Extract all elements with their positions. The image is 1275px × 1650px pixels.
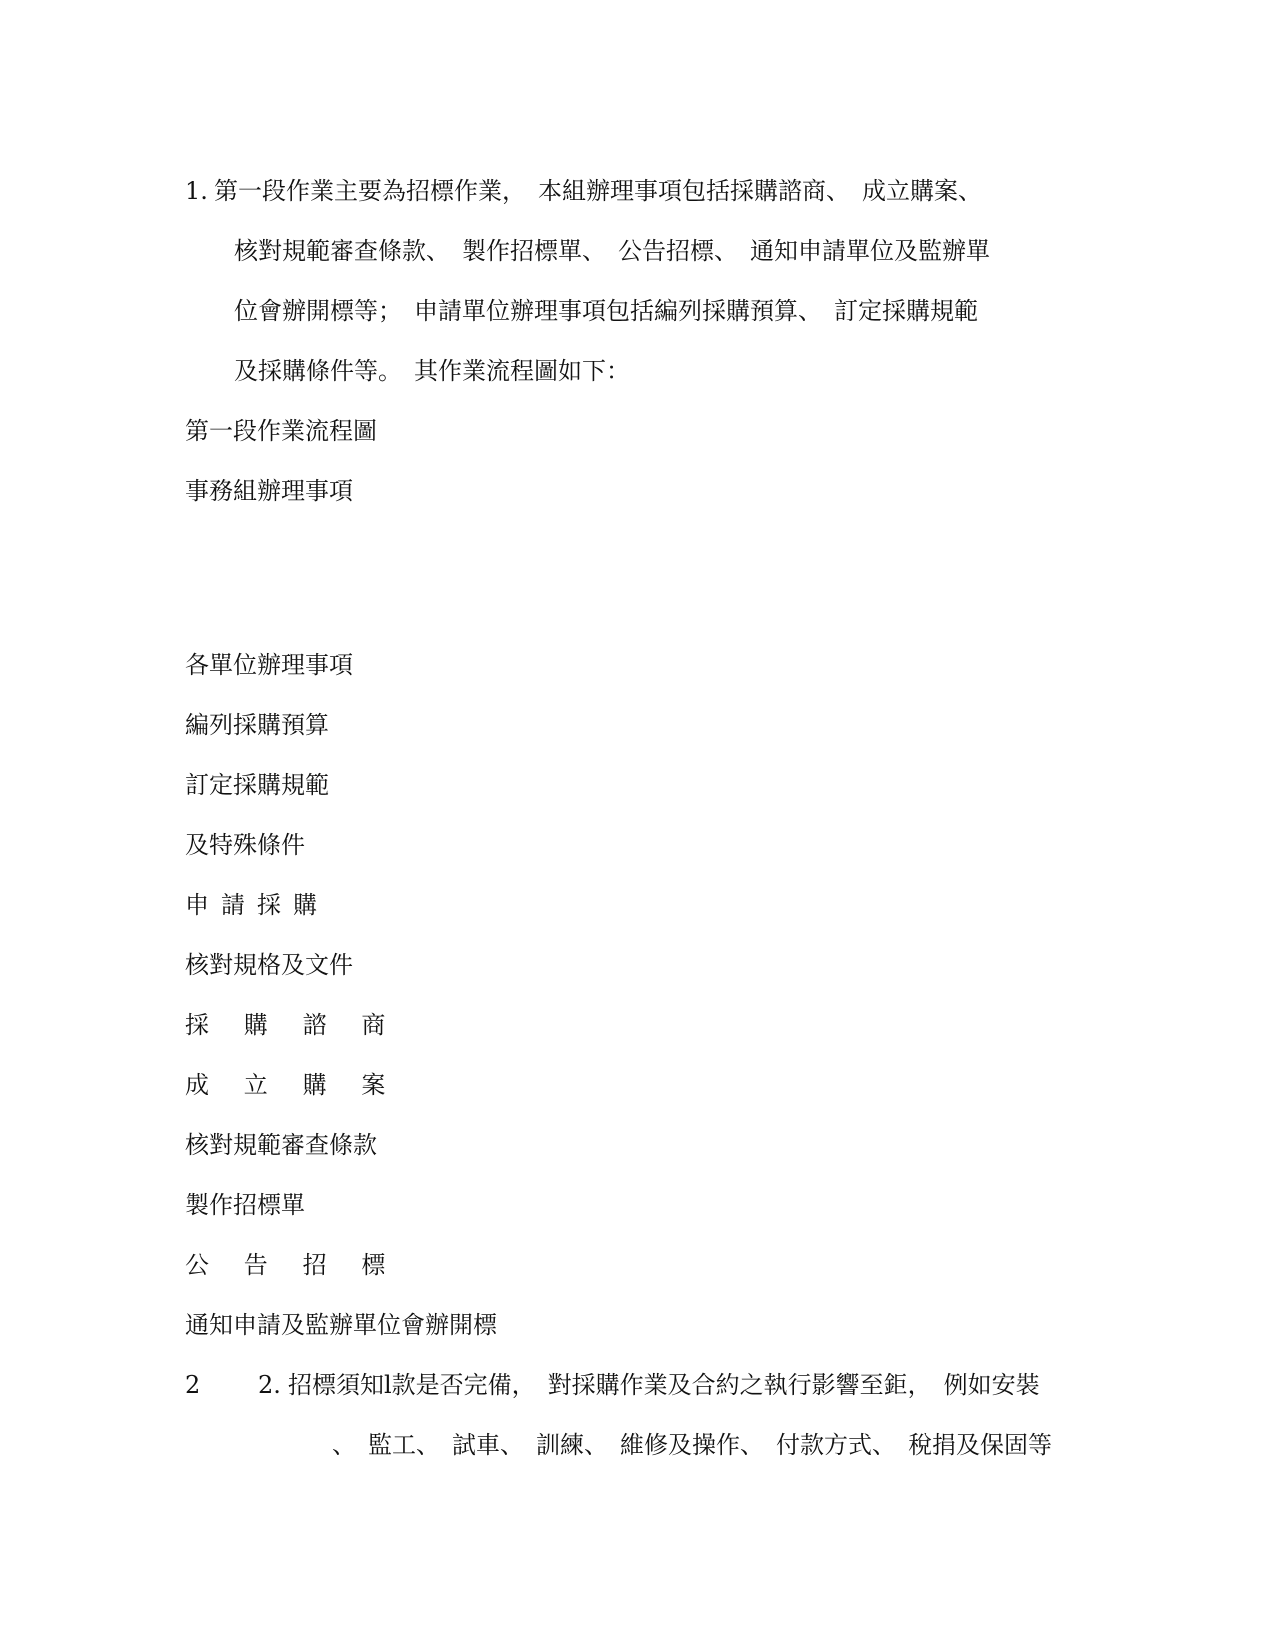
section1-line-4: 及採購條件等。 其作業流程圖如下：	[234, 357, 630, 385]
flow-item: 及特殊條件	[185, 831, 305, 859]
flow-item: 訂定採購規範	[185, 771, 329, 799]
flow-item: 成立購案	[185, 1071, 421, 1099]
flow-item: 核對規範審查條款	[185, 1131, 377, 1159]
flow-item: 核對規格及文件	[185, 951, 353, 979]
flow-item: 編列採購預算	[185, 711, 329, 739]
flowchart-title: 第一段作業流程圖	[185, 417, 377, 445]
units-label: 各單位辦理事項	[185, 651, 353, 679]
section1-line-3: 位會辦開標等； 申請單位辦理事項包括編列採購預算、 訂定採購規範	[234, 297, 978, 325]
flow-item: 採購諮商	[185, 1011, 421, 1039]
section2-line-1: 招標須知l款是否完備， 對採購作業及合約之執行影響至鉅， 例如安裝	[288, 1371, 1040, 1399]
flow-item: 申請採購	[185, 891, 329, 919]
affairs-label: 事務組辦理事項	[185, 477, 353, 505]
page-marker: 2	[185, 1371, 201, 1399]
section1-line-1: 第一段作業主要為招標作業， 本組辦理事項包括採購諮商、 成立購案、	[214, 177, 982, 205]
section2-number: 2.	[258, 1371, 281, 1399]
flow-item: 公告招標	[185, 1251, 421, 1279]
flow-item: 製作招標單	[185, 1191, 305, 1219]
section1-line-2: 核對規範審查條款、 製作招標單、 公告招標、 通知申請單位及監辦單	[234, 237, 990, 265]
section1-number: 1.	[185, 177, 208, 205]
section2-line-2: 、 監工、 試車、 訓練、 維修及操作、 付款方式、 稅捐及保固等	[332, 1431, 1052, 1459]
flow-item: 通知申請及監辦單位會辦開標	[185, 1311, 497, 1339]
